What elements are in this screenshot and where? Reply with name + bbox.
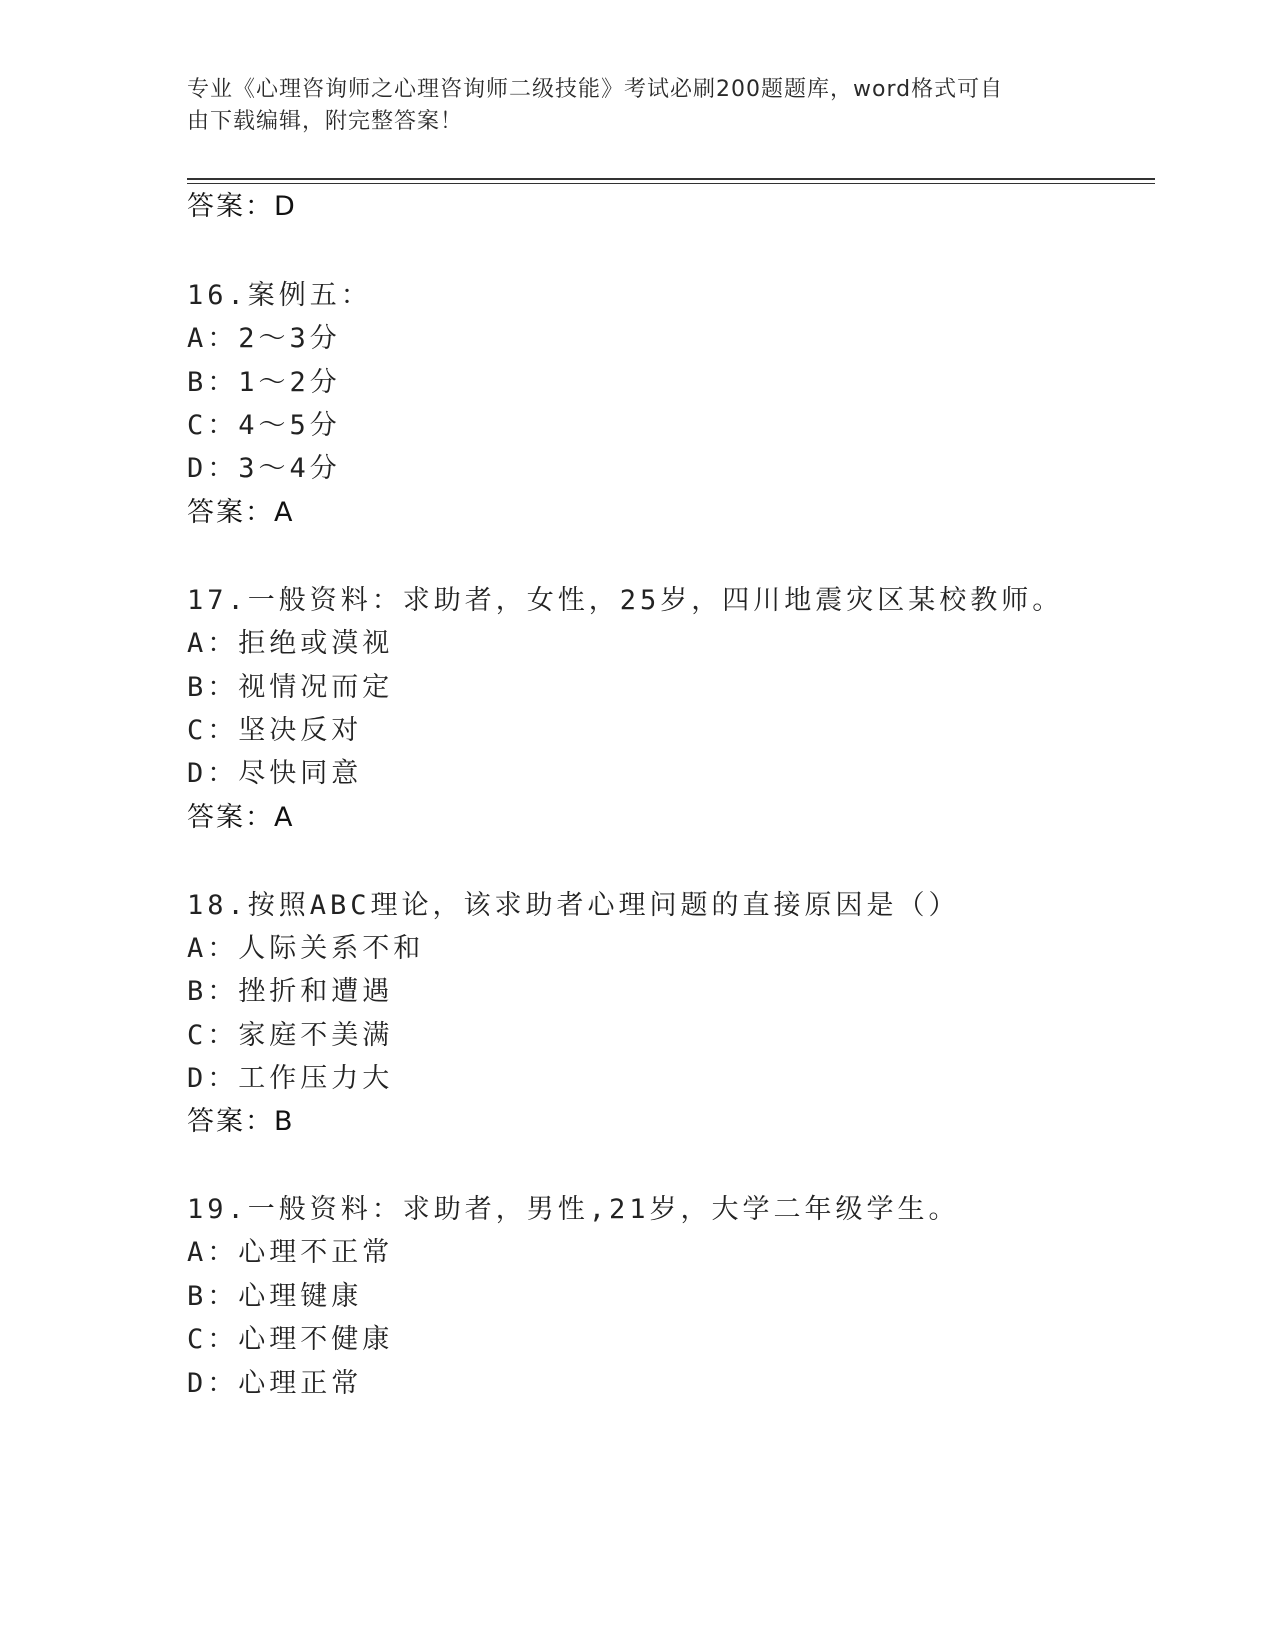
question-18-answer: 答案：B [187,1106,295,1137]
header-line-1: 专业《心理咨询师之心理咨询师二级技能》考试必刷200题题库，word格式可自 [187,77,1004,102]
question-17-stem: 17.一般资料：求助者，女性，25岁，四川地震灾区某校教师。 [187,585,1064,616]
question-19-option-c: C：心理不健康 [187,1324,394,1355]
document-header [187,74,1067,138]
question-18-option-d: D：工作压力大 [187,1063,394,1094]
question-16-option-a: A：2～3分 [187,323,341,354]
previous-answer: 答案：D [187,191,297,222]
question-19-option-d: D：心理正常 [187,1368,363,1399]
question-19-stem: 19.一般资料：求助者，男性,21岁，大学二年级学生。 [187,1194,960,1225]
question-17-answer: 答案：A [187,802,295,833]
question-17-option-c: C：坚决反对 [187,715,363,746]
question-16-stem: 16.案例五： [187,280,372,311]
question-17-option-b: B：视情况而定 [187,672,394,703]
question-17-option-d: D：尽快同意 [187,758,363,789]
question-18-option-a: A：人际关系不和 [187,933,425,964]
question-18-option-b: B：挫折和遭遇 [187,976,394,1007]
header-line-2: 由下载编辑，附完整答案！ [187,109,464,134]
question-16-option-b: B：1～2分 [187,367,341,398]
question-19-option-b: B：心理键康 [187,1281,363,1312]
question-17-option-a: A：拒绝或漠视 [187,628,394,659]
question-16-option-d: D：3～4分 [187,453,341,484]
header-rule-thin [187,183,1155,184]
question-16-answer: 答案：A [187,497,295,528]
question-18-stem: 18.按照ABC理论，该求助者心理问题的直接原因是（） [187,890,960,921]
question-18-option-c: C：家庭不美满 [187,1020,394,1051]
question-19-option-a: A：心理不正常 [187,1237,394,1268]
header-rule-thick [187,178,1155,180]
question-16-option-c: C：4～5分 [187,410,341,441]
